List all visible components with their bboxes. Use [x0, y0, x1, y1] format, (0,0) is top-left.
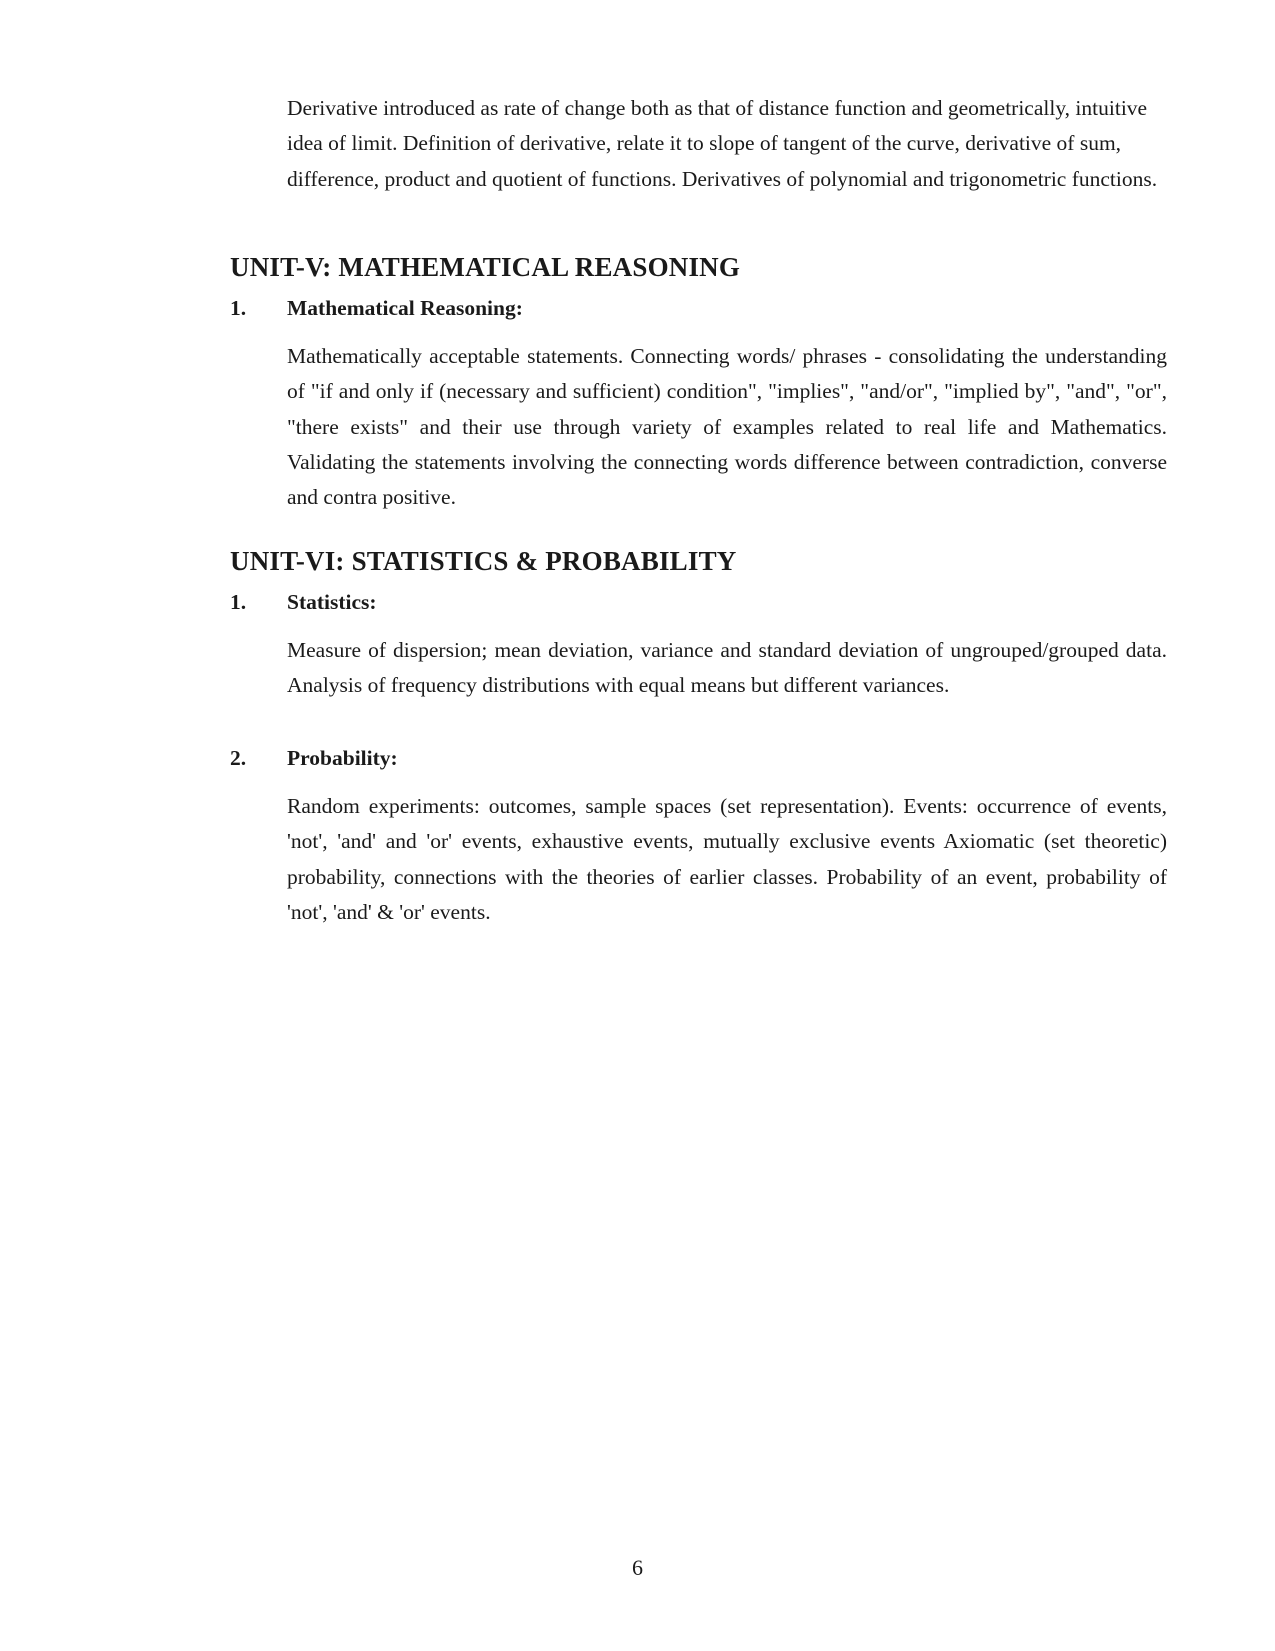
unit-6-item-1-title: Statistics:	[287, 590, 377, 614]
unit-6-item-2-number: 2.	[230, 746, 247, 770]
probability-paragraph: Random experiments: outcomes, sample spaces (set representation). Events: occurrence of events, 'not', 'and' and 'or' events, exhaustive events, mutually exclusive events Axiomatic (set theoretic) probability, connections with the theories of earlier classes. Probability of an event, probability of 'not', 'and' & 'or' events.	[287, 794, 1167, 924]
unit-5-item-1-title: Mathematical Reasoning:	[287, 296, 523, 320]
unit-5-heading: UNIT-V: MATHEMATICAL REASONING	[230, 252, 741, 282]
statistics-paragraph: Measure of dispersion; mean deviation, variance and standard deviation of ungrouped/grouped data. Analysis of frequency distributions with equal means but different variances.	[287, 638, 1167, 698]
page-number: 6	[632, 1555, 643, 1580]
derivatives-paragraph: Derivative introduced as rate of change both as that of distance function and geometrically, intuitive idea of limit. Definition of derivative, relate it to slope of tangent of the curve, derivative of sum, difference, product and quotient of functions. Derivatives of polynomial and trigonometric functions.	[287, 96, 1158, 191]
unit-6-item-2-title: Probability:	[287, 746, 398, 770]
unit-6-item-1-number: 1.	[230, 590, 247, 614]
mathematical-reasoning-paragraph: Mathematically acceptable statements. Connecting words/ phrases - consolidating the understanding of "if and only if (necessary and sufficient) condition", "implies", "and/or", "implied by", "and", "or", "there exists" and their use through variety of examples related to real life and Mathematics. Validating the statements involving the connecting words difference between contradiction, converse and contra positive.	[287, 344, 1167, 510]
unit-6-heading: UNIT-VI: STATISTICS & PROBABILITY	[230, 546, 737, 576]
unit-5-item-1-number: 1.	[230, 296, 247, 320]
